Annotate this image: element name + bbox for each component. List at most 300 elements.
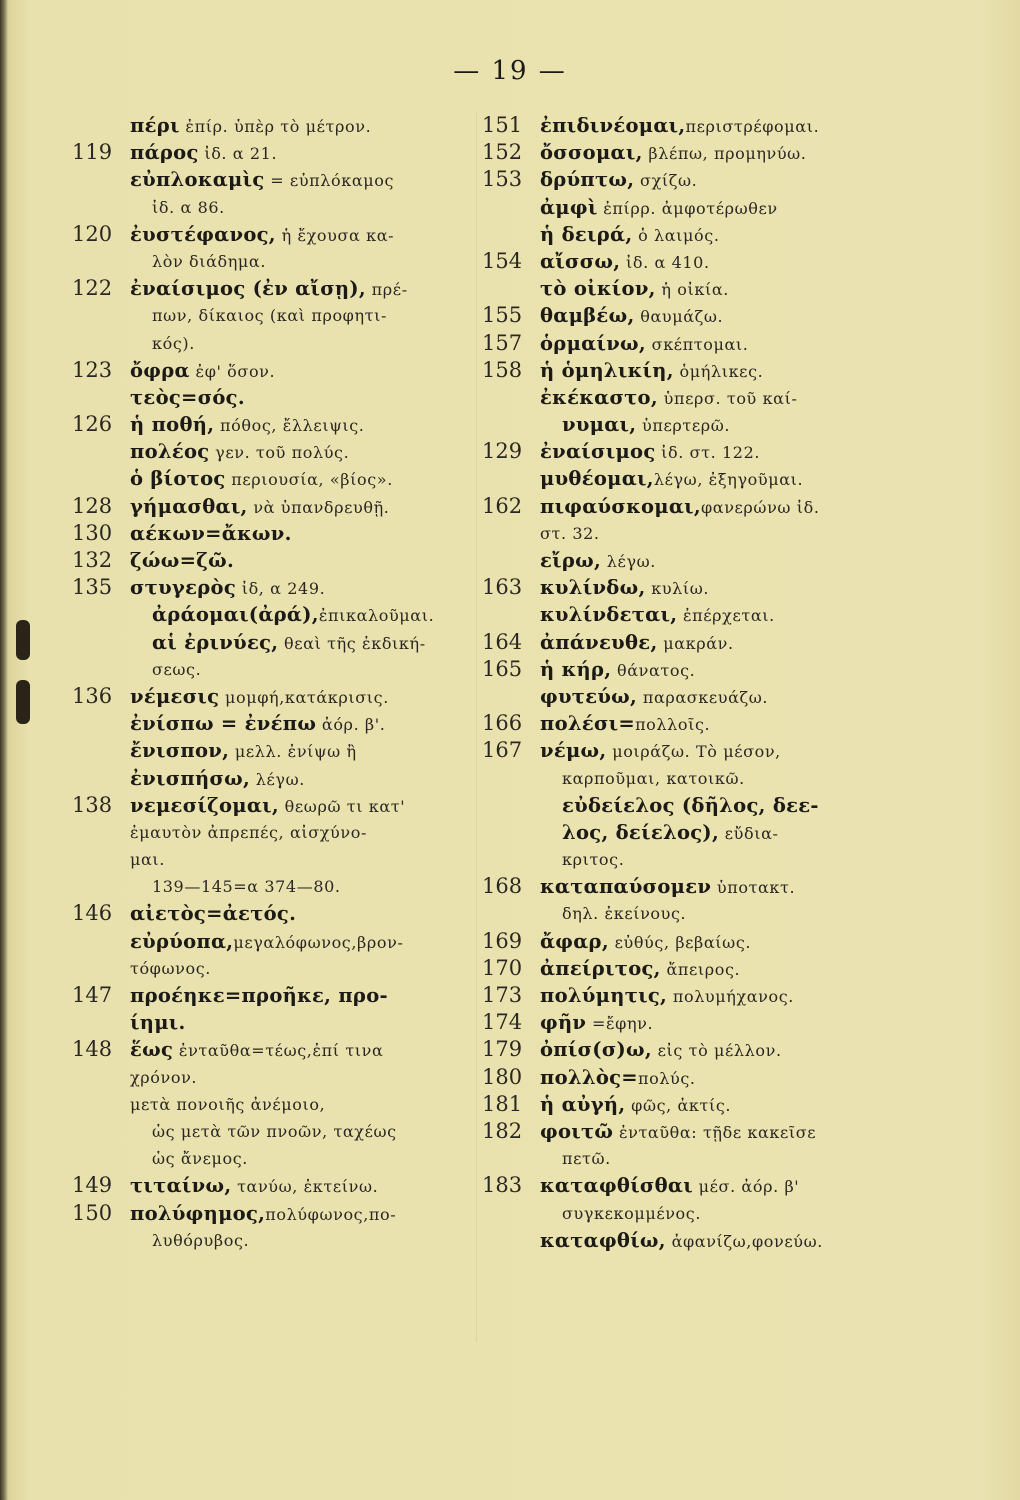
- line-number: 179: [482, 1037, 523, 1062]
- definition: ὑπερσ. τοῦ καί-: [657, 388, 798, 408]
- entry-text: [540, 524, 600, 544]
- definition: θάνατος.: [611, 660, 696, 680]
- glossary-line: [72, 112, 472, 139]
- definition: μετὰ πονοιῆς ἀνέμοιο,: [130, 1094, 326, 1114]
- definition: ἄπειρος.: [660, 959, 741, 979]
- definition: καρποῦμαι, κατοικῶ.: [562, 768, 745, 788]
- entry-text: [540, 358, 764, 382]
- line-number: 135: [72, 575, 113, 600]
- entry-text: [540, 929, 752, 953]
- headword: ἐναίσιμος (ἐν αἴσῃ),: [130, 277, 366, 301]
- definition: ἀόρ. β'.: [316, 715, 386, 735]
- glossary-line: [482, 1118, 892, 1145]
- line-number: 166: [482, 711, 523, 736]
- glossary-line: [72, 493, 472, 520]
- glossary-line: [72, 1227, 472, 1254]
- headword: εἴρω,: [540, 549, 602, 572]
- entry-text: [540, 1228, 823, 1252]
- glossary-line: [482, 139, 892, 166]
- line-number: 181: [482, 1091, 523, 1116]
- entry-text: [130, 793, 406, 817]
- definition: ἐφ' ὅσον.: [189, 361, 276, 381]
- entry-text: [540, 467, 804, 491]
- glossary-line: [72, 710, 472, 737]
- entry-text: [540, 1092, 732, 1116]
- headword: προέηκε=προῆκε, προ-: [130, 984, 388, 1007]
- glossary-line: [482, 1227, 892, 1254]
- headword: ὀπίσ(σ)ω,: [540, 1038, 652, 1062]
- entry-text: [540, 630, 734, 654]
- glossary-line: [482, 765, 892, 792]
- entry-text: [130, 1174, 379, 1198]
- glossary-line: [72, 792, 472, 819]
- glossary-line: [482, 465, 892, 492]
- line-number: 138: [72, 792, 113, 817]
- definition: λέγω.: [250, 769, 305, 789]
- page-number: — 19 —: [453, 56, 567, 86]
- definition: πων, δίκαιος (καὶ προφητι-: [152, 306, 388, 326]
- glossary-line: [482, 846, 892, 873]
- entry-text: [540, 222, 720, 246]
- entry-text: [130, 984, 388, 1007]
- headword: ὁρμαίνω,: [540, 331, 646, 355]
- headword: αἴσσω,: [540, 249, 621, 273]
- headword: κυλίνδεται,: [540, 603, 678, 627]
- entry-text: [130, 766, 305, 790]
- definition: συγκεκομμένος.: [562, 1203, 702, 1223]
- definition: ὑπερτερῶ.: [636, 416, 731, 436]
- line-number: 136: [72, 683, 113, 708]
- entry-text: [540, 1011, 654, 1035]
- entry-text: [130, 1068, 197, 1088]
- line-number: 126: [72, 412, 113, 437]
- headword: ἡ κήρ,: [540, 657, 612, 681]
- headword: ἀπάνευθε,: [540, 630, 658, 654]
- headword: φοιτῶ: [540, 1119, 614, 1143]
- definition: νὰ ὑπανδρευθῇ.: [247, 497, 390, 517]
- line-number: 182: [482, 1118, 523, 1143]
- headword: ἡ δειρά,: [540, 222, 633, 246]
- entry-text: [130, 277, 408, 301]
- headword: ἐνισπήσω,: [130, 766, 251, 790]
- headword: θαμβέω,: [540, 304, 635, 328]
- entry-text: [540, 195, 778, 219]
- headword: ἐνίσπω = ἐνέπω: [130, 712, 317, 736]
- line-number: 148: [72, 1037, 113, 1062]
- entry-text: [540, 793, 819, 817]
- line-number: 129: [482, 439, 523, 464]
- glossary-line: [72, 955, 472, 982]
- glossary-line: [72, 357, 472, 384]
- entry-text: [540, 603, 775, 627]
- headword: ἄφαρ,: [540, 929, 609, 953]
- headword: ἀπείριτος,: [540, 956, 661, 980]
- entry-text: [130, 521, 292, 545]
- definition: φῶς, ἀκτίς.: [625, 1095, 732, 1115]
- glossary-line: [72, 629, 472, 656]
- definition: λέγω, ἐξηγοῦμαι.: [653, 470, 804, 490]
- glossary-line: [72, 438, 472, 465]
- entry-text: [130, 306, 387, 326]
- line-number: 167: [482, 738, 523, 763]
- headword: ἡ ποθή,: [130, 413, 215, 437]
- entry-text: [130, 1201, 397, 1225]
- entry-text: [130, 1038, 384, 1062]
- definition: βλέπω, προμηνύω.: [642, 144, 807, 164]
- entry-text: [130, 141, 278, 165]
- definition: εὐθύς, βεβαίως.: [608, 932, 752, 952]
- glossary-line: [482, 928, 892, 955]
- entry-text: [540, 850, 624, 870]
- headword: νέμω,: [540, 739, 607, 763]
- definition: = εὐπλόκαμος: [264, 171, 395, 191]
- definition: εἰς τὸ μέλλον.: [651, 1041, 782, 1061]
- definition: στ. 32.: [540, 523, 600, 543]
- definition: μεγαλόφωνος,βρον-: [233, 932, 404, 952]
- entry-text: [130, 1122, 397, 1142]
- entry-text: [130, 660, 201, 680]
- headword: πέρι: [130, 114, 180, 137]
- definition: χρόνον.: [130, 1067, 198, 1087]
- definition: ἰδ. α 21.: [198, 144, 278, 164]
- definition: σεως.: [152, 659, 202, 679]
- glossary-line: [482, 1172, 892, 1199]
- definition: ἐπέρχεται.: [677, 606, 775, 626]
- glossary-line: [72, 1145, 472, 1172]
- entry-text: [540, 440, 761, 464]
- glossary-line: [72, 1200, 472, 1227]
- entry-text: [130, 1095, 325, 1115]
- entry-text: [540, 549, 656, 572]
- line-number: 119: [72, 140, 113, 165]
- glossary-line: [482, 629, 892, 656]
- headword: ἀράομαι(ἀρά),: [152, 603, 319, 627]
- headword: νεμεσίζομαι,: [130, 793, 279, 817]
- headword: ἐυστέφανος,: [130, 222, 276, 246]
- headword: μυθέομαι,: [540, 467, 654, 491]
- headword: ἔνισπον,: [130, 739, 230, 763]
- headword: τὸ οἰκίον,: [540, 277, 656, 301]
- line-number: 170: [482, 955, 523, 980]
- glossary-line: [482, 302, 892, 329]
- line-number: 122: [72, 276, 113, 301]
- glossary-line: [482, 900, 892, 927]
- entry-text: [130, 168, 395, 192]
- glossary-line: [72, 194, 472, 221]
- line-number: 123: [72, 357, 113, 382]
- page-binding-edge: [0, 0, 8, 1500]
- line-number: 132: [72, 548, 113, 572]
- definition: μαι.: [130, 850, 165, 870]
- entry-text: [540, 249, 710, 273]
- headword: δρύπτω,: [540, 168, 635, 192]
- glossary-line: [72, 819, 472, 846]
- definition: ἰδ, α 249.: [236, 579, 326, 599]
- definition: μομφή,κατάκρισις.: [219, 687, 389, 707]
- definition: περιουσία, «βίος».: [225, 470, 393, 490]
- headword: ἕως: [130, 1038, 174, 1062]
- definition: μέσ. ἀόρ. β': [692, 1177, 800, 1197]
- glossary-line: [482, 873, 892, 900]
- headword: φυτεύω,: [540, 684, 638, 708]
- definition: τανύω, ἐκτείνω.: [231, 1177, 379, 1197]
- entry-text: [130, 440, 350, 464]
- glossary-line: [482, 1145, 892, 1172]
- entry-text: [540, 114, 820, 137]
- glossary-line: [482, 1064, 892, 1091]
- line-number: 150: [72, 1200, 113, 1225]
- entry-text: [130, 929, 404, 953]
- definition: ἐνταῦθα: τῇδε κακεῖσε: [613, 1122, 817, 1142]
- entry-text: [130, 630, 426, 654]
- entry-text: [540, 875, 796, 899]
- definition: πολλοῖς.: [635, 715, 711, 735]
- line-number: 147: [72, 983, 113, 1007]
- line-number: 120: [72, 221, 113, 246]
- headword: εὐδείελος (δῆλος, δεε-: [562, 793, 819, 817]
- headword: ὁ βίοτος: [130, 467, 226, 491]
- headword: αἱ ἐρινύες,: [152, 630, 279, 654]
- headword: πολλὸς=: [540, 1065, 638, 1089]
- definition: ἐπίρ. ὑπὲρ τὸ μέτρον.: [179, 117, 372, 136]
- headword: πάρος: [130, 141, 199, 165]
- glossary-line: [72, 221, 472, 248]
- definition: λέγω.: [601, 552, 656, 571]
- headword: τεὸς=σός.: [130, 385, 245, 409]
- headword: εὐρύοπα,: [130, 929, 234, 953]
- glossary-line: [482, 683, 892, 710]
- line-number: 169: [482, 928, 523, 953]
- line-number: 168: [482, 874, 523, 899]
- right-column: [482, 112, 892, 1254]
- glossary-line: [72, 166, 472, 193]
- headword: πιφαύσκομαι,: [540, 494, 701, 518]
- entry-text: [130, 1011, 186, 1035]
- entry-text: [130, 1149, 248, 1169]
- glossary-line: [72, 765, 472, 792]
- definition: σκέπτομαι.: [645, 334, 749, 354]
- glossary-line: [482, 357, 892, 384]
- definition: λὸν διάδημα.: [152, 251, 267, 271]
- glossary-line: [72, 411, 472, 438]
- glossary-line: [482, 166, 892, 193]
- definition: ἰδ. στ. 122.: [655, 443, 761, 463]
- definition: ὁμήλικες.: [673, 361, 764, 381]
- line-number: 183: [482, 1173, 523, 1198]
- line-number: 163: [482, 575, 523, 600]
- headword: ἡ ὁμηλικίη,: [540, 358, 674, 382]
- entry-text: [540, 1038, 782, 1062]
- entry-text: [540, 141, 807, 165]
- headword: ἐναίσιμος: [540, 440, 656, 464]
- definition: ὑποτακτ.: [711, 878, 796, 898]
- definition: ἀφανίζω,φονεύω.: [665, 1231, 823, 1251]
- headword: νέμεσις: [130, 684, 220, 708]
- entry-text: [540, 1149, 611, 1169]
- glossary-line: [72, 547, 472, 574]
- entry-text: [130, 603, 435, 627]
- glossary-line: [482, 656, 892, 683]
- entry-text: [130, 739, 357, 763]
- entry-text: [540, 984, 794, 1007]
- headword: νυμαι,: [562, 413, 637, 437]
- definition: ἐμαυτὸν ἀπρεπές, αἰσχύνο-: [130, 822, 367, 842]
- headword: αέκων=ἄκων.: [130, 521, 292, 545]
- glossary-line: [482, 248, 892, 275]
- glossary-line: [72, 982, 472, 1009]
- headword: στυγερὸς: [130, 576, 237, 600]
- line-number: 174: [482, 1010, 523, 1035]
- entry-text: [540, 684, 769, 708]
- headword: φῆν: [540, 1011, 587, 1035]
- definition: ὁ λαιμός.: [632, 225, 720, 245]
- definition: πρέ-: [366, 280, 408, 300]
- definition: γεν. τοῦ πολύς.: [209, 443, 350, 463]
- entry-text: [130, 1231, 249, 1251]
- headword: ὄφρα: [130, 358, 190, 382]
- definition: μοιράζω. Τὸ μέσον,: [606, 742, 781, 762]
- definition: θεωρῶ τι κατ': [278, 796, 406, 816]
- definition: ἡ οἰκία.: [655, 280, 729, 300]
- entry-text: [540, 820, 779, 844]
- glossary-line: [482, 275, 892, 302]
- entry-text: [540, 413, 731, 437]
- headword: τιταίνω,: [130, 1174, 232, 1198]
- entry-text: [540, 385, 798, 409]
- definition: εὔδια-: [719, 823, 779, 843]
- headword: κυλίνδω,: [540, 576, 646, 600]
- headword: πολέσι=: [540, 712, 636, 736]
- line-number: 149: [72, 1173, 113, 1198]
- entry-text: [540, 657, 696, 681]
- glossary-line: [482, 194, 892, 221]
- entry-text: [130, 712, 386, 736]
- glossary-line: [72, 873, 472, 900]
- glossary-line: [482, 601, 892, 628]
- glossary-line: [482, 330, 892, 357]
- definition: ὡς ἄνεμος.: [152, 1149, 248, 1169]
- glossary-line: [72, 1036, 472, 1063]
- glossary-line: [482, 493, 892, 520]
- entry-text: [130, 198, 225, 218]
- line-number: 158: [482, 357, 523, 382]
- definition: =ἔφην.: [586, 1014, 654, 1034]
- entry-text: [540, 304, 724, 328]
- definition: πόθος, ἔλλειψις.: [214, 416, 365, 436]
- definition: κυλίω.: [645, 579, 710, 599]
- entry-text: [540, 1174, 800, 1198]
- entry-text: [130, 823, 367, 843]
- column-gutter: [476, 112, 477, 1342]
- glossary-line: [482, 819, 892, 846]
- glossary-line: [482, 982, 892, 1009]
- glossary-line: [72, 1172, 472, 1199]
- glossary-line: [72, 1091, 472, 1118]
- definition: δηλ. ἐκείνους.: [562, 904, 687, 924]
- line-number: 162: [482, 493, 523, 518]
- entry-text: [130, 385, 245, 409]
- entry-text: [540, 331, 749, 355]
- line-number: 180: [482, 1064, 523, 1089]
- entry-text: [130, 358, 276, 382]
- glossary-line: [482, 438, 892, 465]
- entry-text: [540, 168, 698, 192]
- glossary-line: [482, 411, 892, 438]
- definition: σχίζω.: [634, 171, 698, 191]
- entry-text: [540, 1204, 701, 1224]
- line-number: 146: [72, 901, 113, 926]
- definition: κός).: [152, 333, 195, 353]
- entry-text: [130, 114, 372, 137]
- glossary-line: [72, 601, 472, 628]
- definition: περιστρέφομαι.: [685, 117, 820, 136]
- glossary-line: [72, 465, 472, 492]
- headword: πολύφημος,: [130, 1201, 266, 1225]
- line-number: 153: [482, 167, 523, 192]
- entry-text: [130, 850, 165, 870]
- glossary-line: [72, 520, 472, 547]
- glossary-line: [482, 955, 892, 982]
- glossary-line: [72, 1064, 472, 1091]
- entry-text: [540, 277, 729, 301]
- line-number: 165: [482, 656, 523, 681]
- glossary-line: [482, 384, 892, 411]
- definition: παρασκευάζω.: [637, 687, 769, 707]
- entry-text: [130, 684, 389, 708]
- entry-text: [540, 1065, 696, 1089]
- definition: ἐνταῦθα=τέως,ἐπί τινα: [173, 1041, 384, 1061]
- entry-text: [130, 222, 395, 246]
- headword: πολέος: [130, 440, 210, 464]
- glossary-line: [72, 248, 472, 275]
- glossary-line: [482, 1200, 892, 1227]
- glossary-line: [72, 683, 472, 710]
- headword: καταφθίσθαι: [540, 1174, 693, 1198]
- definition: πετῶ.: [562, 1149, 611, 1169]
- line-number: 154: [482, 248, 523, 273]
- glossary-line: [72, 900, 472, 927]
- entry-text: [130, 334, 195, 354]
- line-number: 130: [72, 520, 113, 545]
- entry-text: [540, 904, 686, 924]
- glossary-line: [482, 112, 892, 139]
- definition: ὡς μετὰ τῶν πνοῶν, ταχέως: [152, 1121, 397, 1141]
- definition: μελλ. ἐνίψω ἢ: [229, 742, 357, 762]
- glossary-line: [482, 1009, 892, 1036]
- headword: ἡ αὐγή,: [540, 1092, 626, 1116]
- headword: καταφθίω,: [540, 1228, 666, 1252]
- entry-text: [540, 769, 745, 789]
- entry-text: [540, 494, 820, 518]
- line-number: 152: [482, 140, 523, 165]
- glossary-line: [72, 302, 472, 329]
- line-number: 151: [482, 113, 523, 137]
- binding-hole: [16, 680, 30, 724]
- definition: ἡ ἔχουσα κα-: [275, 225, 395, 245]
- entry-text: [130, 494, 390, 518]
- definition: πολύφωνος,πο-: [265, 1204, 397, 1224]
- definition: ἰδ. α 410.: [620, 252, 710, 272]
- entry-text: [540, 712, 711, 736]
- entry-text: [130, 549, 235, 572]
- glossary-line: [482, 221, 892, 248]
- glossary-line: [72, 1009, 472, 1036]
- glossary-line: [482, 1091, 892, 1118]
- headword: ἐπιδινέομαι,: [540, 114, 686, 137]
- headword: ὄσσομαι,: [540, 141, 643, 165]
- line-number: 173: [482, 983, 523, 1007]
- glossary-line: [482, 520, 892, 547]
